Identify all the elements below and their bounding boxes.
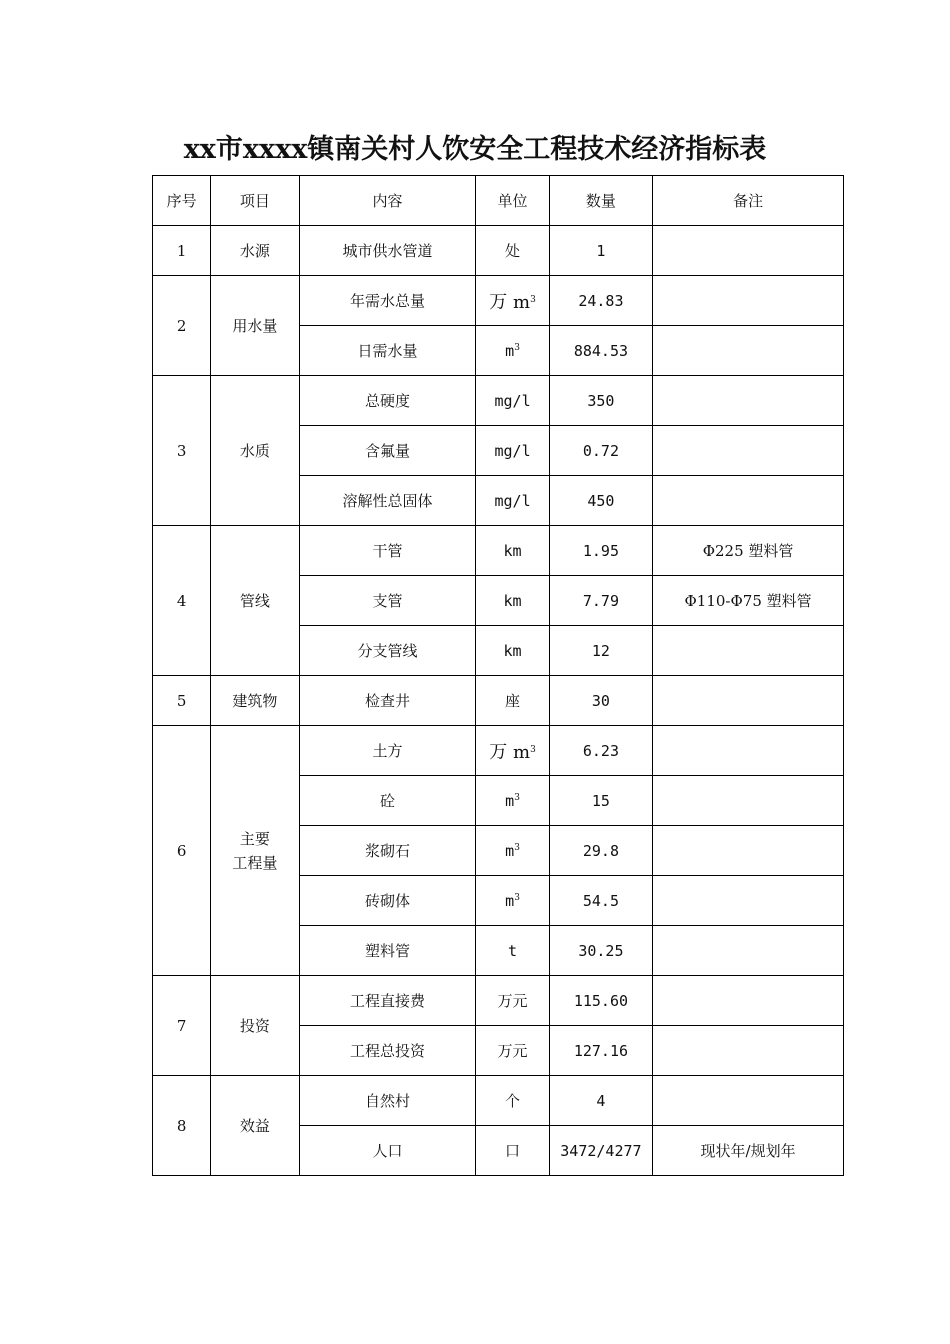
qty-cell: 115.60 bbox=[549, 976, 652, 1026]
qty-cell: 6.23 bbox=[549, 726, 652, 776]
seq-cell: 4 bbox=[153, 526, 211, 676]
qty-cell: 29.8 bbox=[549, 826, 652, 876]
note-cell bbox=[653, 976, 844, 1026]
qty-cell: 4 bbox=[549, 1076, 652, 1126]
unit-text: 万 m bbox=[489, 291, 531, 313]
note-cell: Φ110-Φ75 塑料管 bbox=[653, 576, 844, 626]
unit-text: m bbox=[505, 841, 515, 860]
note-cell bbox=[653, 376, 844, 426]
note-cell bbox=[653, 1026, 844, 1076]
unit-cell: km bbox=[476, 626, 549, 676]
unit-cell bbox=[476, 826, 549, 876]
unit-cell: 处 bbox=[476, 226, 549, 276]
unit-cell: t bbox=[476, 926, 549, 976]
seq-cell: 6 bbox=[153, 726, 211, 976]
item-cell: 管线 bbox=[211, 526, 299, 676]
unit-cell: 万元 bbox=[476, 1026, 549, 1076]
seq-cell: 3 bbox=[153, 376, 211, 526]
qty-cell: 884.53 bbox=[549, 326, 652, 376]
unit-cell: 个 bbox=[476, 1076, 549, 1126]
content-cell: 工程直接费 bbox=[299, 976, 476, 1026]
content-cell: 浆砌石 bbox=[299, 826, 476, 876]
content-cell: 工程总投资 bbox=[299, 1026, 476, 1076]
qty-cell: 0.72 bbox=[549, 426, 652, 476]
note-cell bbox=[653, 276, 844, 326]
table-row bbox=[153, 226, 844, 276]
item-cell: 水质 bbox=[211, 376, 299, 526]
qty-cell: 3472/4277 bbox=[549, 1126, 652, 1176]
qty-cell: 350 bbox=[549, 376, 652, 426]
header-item: 项目 bbox=[211, 176, 299, 226]
qty-cell: 1.95 bbox=[549, 526, 652, 576]
table-header-row bbox=[153, 176, 844, 226]
seq-cell: 7 bbox=[153, 976, 211, 1076]
unit-cell: mg/l bbox=[476, 376, 549, 426]
table-row bbox=[153, 976, 844, 1026]
content-cell: 年需水总量 bbox=[299, 276, 476, 326]
page-title: xx市xxxx镇南关村人饮安全工程技术经济指标表 bbox=[183, 134, 767, 165]
unit-cell: 口 bbox=[476, 1126, 549, 1176]
unit-cell bbox=[476, 876, 549, 926]
table-row bbox=[153, 1076, 844, 1126]
content-cell: 城市供水管道 bbox=[299, 226, 476, 276]
unit-cell bbox=[476, 726, 549, 776]
note-cell: Φ225 塑料管 bbox=[653, 526, 844, 576]
content-cell: 塑料管 bbox=[299, 926, 476, 976]
seq-cell: 5 bbox=[153, 676, 211, 726]
seq-cell: 8 bbox=[153, 1076, 211, 1176]
note-cell bbox=[653, 326, 844, 376]
item-cell: 建筑物 bbox=[211, 676, 299, 726]
unit-superscript: 3 bbox=[514, 892, 520, 903]
note-cell bbox=[653, 676, 844, 726]
qty-cell: 24.83 bbox=[549, 276, 652, 326]
qty-cell: 30.25 bbox=[549, 926, 652, 976]
note-cell bbox=[653, 476, 844, 526]
unit-superscript: 3 bbox=[530, 294, 536, 305]
header-qty: 数量 bbox=[549, 176, 652, 226]
note-cell: 现状年/规划年 bbox=[653, 1126, 844, 1176]
item-cell: 用水量 bbox=[211, 276, 299, 376]
content-cell: 溶解性总固体 bbox=[299, 476, 476, 526]
unit-cell: mg/l bbox=[476, 426, 549, 476]
qty-cell: 127.16 bbox=[549, 1026, 652, 1076]
unit-cell bbox=[476, 326, 549, 376]
content-cell: 含氟量 bbox=[299, 426, 476, 476]
content-cell: 自然村 bbox=[299, 1076, 476, 1126]
note-cell bbox=[653, 226, 844, 276]
unit-cell bbox=[476, 276, 549, 326]
header-unit: 单位 bbox=[476, 176, 549, 226]
unit-cell bbox=[476, 776, 549, 826]
item-cell: 效益 bbox=[211, 1076, 299, 1176]
unit-superscript: 3 bbox=[514, 842, 520, 853]
content-cell: 土方 bbox=[299, 726, 476, 776]
qty-cell: 12 bbox=[549, 626, 652, 676]
item-cell bbox=[211, 726, 299, 976]
qty-cell: 450 bbox=[549, 476, 652, 526]
content-cell: 检查井 bbox=[299, 676, 476, 726]
content-cell: 干管 bbox=[299, 526, 476, 576]
note-cell bbox=[653, 426, 844, 476]
unit-cell: km bbox=[476, 526, 549, 576]
header-seq: 序号 bbox=[153, 176, 211, 226]
header-content: 内容 bbox=[299, 176, 476, 226]
note-cell bbox=[653, 826, 844, 876]
unit-text: m bbox=[505, 891, 515, 910]
note-cell bbox=[653, 626, 844, 676]
unit-superscript: 3 bbox=[514, 342, 520, 353]
note-cell bbox=[653, 776, 844, 826]
unit-text: m bbox=[505, 341, 515, 360]
note-cell bbox=[653, 726, 844, 776]
unit-superscript: 3 bbox=[530, 744, 536, 755]
item-line-2: 工程量 bbox=[232, 853, 278, 872]
table-row bbox=[153, 526, 844, 576]
table-row bbox=[153, 376, 844, 426]
content-cell: 日需水量 bbox=[299, 326, 476, 376]
qty-cell: 15 bbox=[549, 776, 652, 826]
content-cell: 分支管线 bbox=[299, 626, 476, 676]
item-cell: 投资 bbox=[211, 976, 299, 1076]
item-cell: 水源 bbox=[211, 226, 299, 276]
note-cell bbox=[653, 1076, 844, 1126]
content-cell: 支管 bbox=[299, 576, 476, 626]
unit-cell: km bbox=[476, 576, 549, 626]
unit-cell: 万元 bbox=[476, 976, 549, 1026]
qty-cell: 54.5 bbox=[549, 876, 652, 926]
header-note: 备注 bbox=[653, 176, 844, 226]
seq-cell: 1 bbox=[153, 226, 211, 276]
unit-text: 万 m bbox=[489, 741, 531, 763]
content-cell: 人口 bbox=[299, 1126, 476, 1176]
seq-cell: 2 bbox=[153, 276, 211, 376]
item-line-1: 主要 bbox=[239, 829, 270, 848]
table-row bbox=[153, 726, 844, 776]
technical-economic-indicator-table bbox=[152, 175, 844, 1176]
table-row bbox=[153, 676, 844, 726]
qty-cell: 30 bbox=[549, 676, 652, 726]
qty-cell: 7.79 bbox=[549, 576, 652, 626]
content-cell: 总硬度 bbox=[299, 376, 476, 426]
content-cell: 砖砌体 bbox=[299, 876, 476, 926]
table-row bbox=[153, 276, 844, 326]
qty-cell: 1 bbox=[549, 226, 652, 276]
unit-text: m bbox=[505, 791, 515, 810]
unit-superscript: 3 bbox=[514, 792, 520, 803]
note-cell bbox=[653, 926, 844, 976]
unit-cell: mg/l bbox=[476, 476, 549, 526]
note-cell bbox=[653, 876, 844, 926]
content-cell: 砼 bbox=[299, 776, 476, 826]
unit-cell: 座 bbox=[476, 676, 549, 726]
